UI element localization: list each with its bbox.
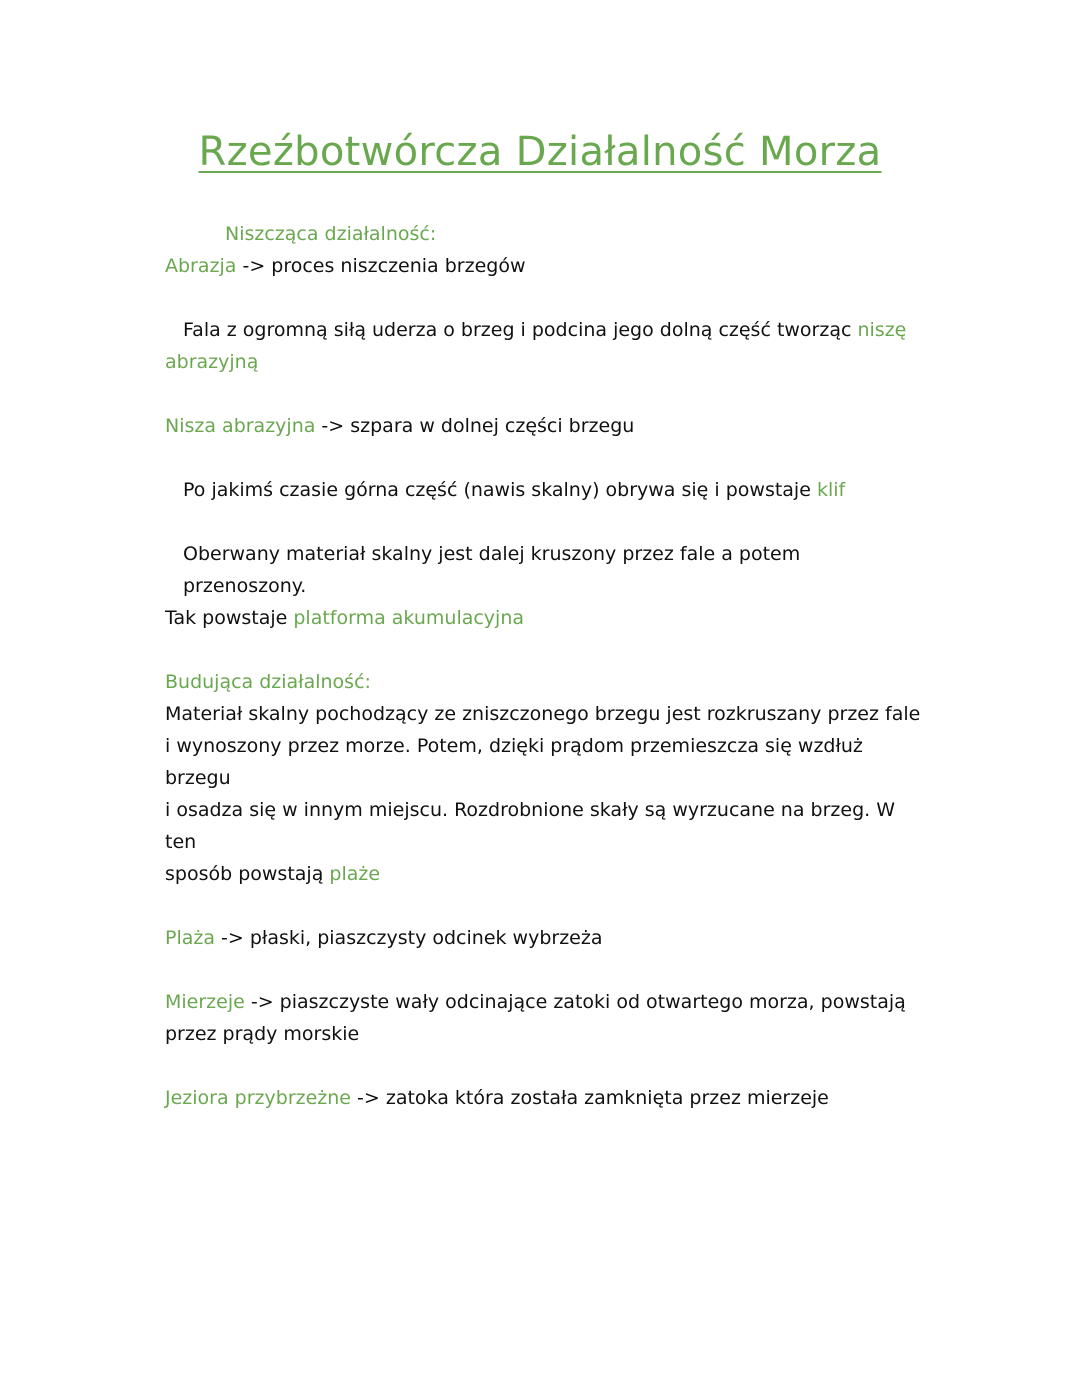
nisza-definition	[165, 410, 925, 442]
destructive-heading: Niszcząca działalność:	[225, 223, 437, 245]
term-plaza: Plaża	[165, 927, 215, 949]
plaza-text: -> płaski, piaszczysty odcinek wybrzeża	[215, 927, 603, 949]
term-mierzeje: Mierzeje	[165, 991, 245, 1013]
klif-paragraph	[165, 474, 925, 506]
term-plaze: plaże	[329, 863, 381, 885]
abrazja-text: -> proces niszczenia brzegów	[236, 255, 526, 277]
platforma-text: Tak powstaje	[165, 607, 294, 629]
material-line4	[165, 858, 925, 890]
spacer	[165, 442, 925, 474]
spacer	[165, 890, 925, 922]
fala-paragraph	[165, 314, 925, 346]
nisza-text: -> szpara w dolnej części brzegu	[315, 415, 635, 437]
document-body	[165, 218, 925, 1114]
term-klif: klif	[816, 479, 846, 501]
fala-paragraph-cont	[165, 346, 925, 378]
platforma-paragraph-line1: Oberwany materiał skalny jest dalej kruszony przez fale a potem przenoszony.	[183, 543, 801, 597]
klif-text: Po jakimś czasie górna część (nawis skalny) obrywa się i powstaje	[183, 479, 817, 501]
page-title: Rzeźbotwórcza Działalność Morza	[198, 129, 882, 175]
material-line1: Materiał skalny pochodzący ze zniszczonego brzegu jest rozkruszany przez fale	[165, 703, 921, 725]
fala-text: Fala z ogromną siłą uderza o brzeg i podcina jego dolną część tworząc	[183, 319, 858, 341]
spacer	[165, 954, 925, 986]
constructive-heading: Budująca działalność:	[165, 671, 371, 693]
plaza-definition	[165, 922, 925, 954]
spacer	[165, 634, 925, 666]
term-platforma-akumulacyjna: platforma akumulacyjna	[293, 607, 525, 629]
mierzeje-definition	[165, 986, 925, 1018]
term-jeziora-przybrzezne: Jeziora przybrzeżne	[165, 1087, 351, 1109]
spacer	[165, 282, 925, 314]
term-abrazja: Abrazja	[165, 255, 237, 277]
material-text: sposób powstają	[165, 863, 330, 885]
term-nisze: niszę	[857, 319, 907, 341]
term-nisza-abrazyjna: Nisza abrazyjna	[165, 415, 316, 437]
material-line2: i wynoszony przez morze. Potem, dzięki prądom przemieszcza się wzdłuż brzegu	[165, 735, 863, 789]
platforma-paragraph-line2	[165, 602, 925, 634]
mierzeje-definition-cont: przez prądy morskie	[165, 1023, 360, 1045]
spacer	[165, 378, 925, 410]
material-line3: i osadza się w innym miejscu. Rozdrobnione skały są wyrzucane na brzeg. W ten	[165, 799, 895, 853]
spacer	[165, 506, 925, 538]
spacer	[165, 1050, 925, 1082]
abrazja-definition	[165, 250, 925, 282]
jeziora-text: -> zatoka która została zamknięta przez mierzeje	[351, 1087, 829, 1109]
jeziora-definition	[165, 1082, 925, 1114]
term-abrazyjna: abrazyjną	[165, 351, 259, 373]
mierzeje-text: -> piaszczyste wały odcinające zatoki od otwartego morza, powstają	[244, 991, 906, 1013]
